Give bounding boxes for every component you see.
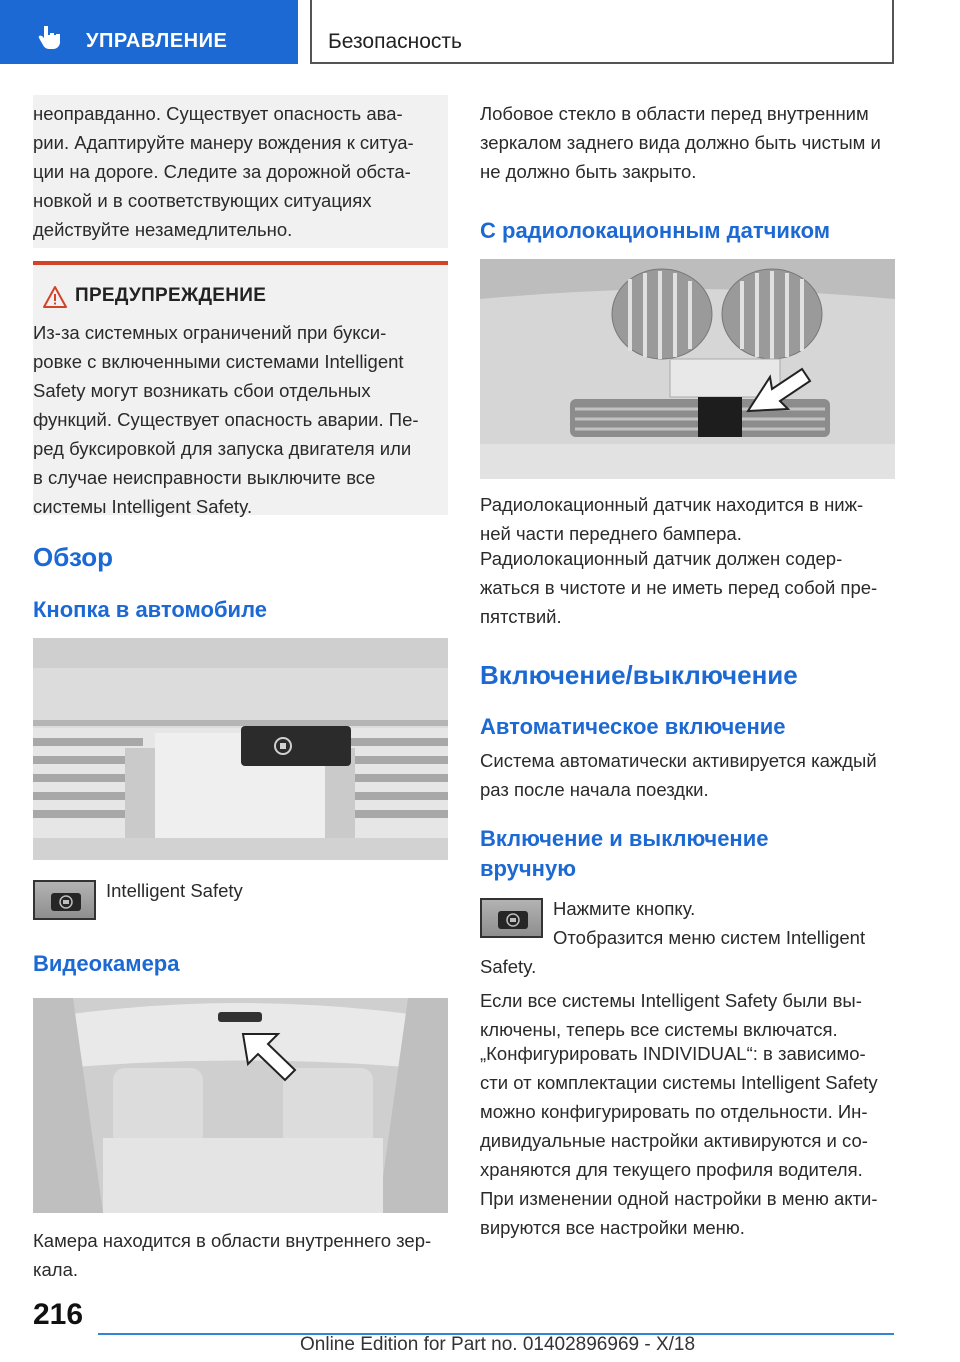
section-header [310, 0, 894, 64]
footer-edition: Online Edition for Part no. 01402896969 - X/18 [300, 1334, 696, 1355]
text-line: ред буксировкой для запуска двигателя или [33, 438, 412, 459]
radar-sensor-photo [480, 259, 895, 479]
text-line: пятствий. [480, 606, 562, 627]
auto-text [480, 746, 900, 804]
radar-text-2 [480, 544, 900, 631]
windshield-text [480, 99, 900, 186]
manual-menu-text-2: Safety. [480, 956, 537, 977]
text-line: При изменении одной настройки в меню акти- [480, 1188, 878, 1209]
text-line: Safety могут возникать сбои отдельных [33, 380, 371, 401]
chapter-title: УПРАВЛЕНИЕ [86, 30, 228, 52]
manual-heading [480, 824, 768, 884]
text-line: не должно быть закрыто. [480, 161, 697, 182]
camera-interior-photo [33, 998, 448, 1213]
text-line: системы Intelligent Safety. [33, 496, 253, 517]
text-line: раз после начала поездки. [480, 779, 709, 800]
car-shield-icon [505, 913, 521, 927]
hand-pointer-icon [38, 24, 64, 50]
warning-bar [33, 261, 448, 265]
text-line: храняются для текущего профиля водителя. [480, 1159, 863, 1180]
text-line: жаться в чистоте и не иметь перед собой пре- [480, 577, 878, 598]
intro-text [33, 99, 453, 244]
intelligent-safety-button-icon-2 [480, 898, 543, 938]
manual-press-text: Нажмите кнопку. [553, 898, 696, 919]
text-line: ции на дороге. Следите за дорожной обста- [33, 161, 411, 182]
manual-menu-text-1: Отобразится меню систем Intelligent [553, 927, 866, 948]
dashboard-button-photo [33, 638, 448, 860]
warning-text [33, 318, 453, 521]
all-off-text [480, 986, 900, 1044]
config-text [480, 1039, 900, 1242]
chapter-tab[interactable] [0, 0, 298, 64]
text-line: функций. Существует опасность аварии. Пе- [33, 409, 419, 430]
text-line: вируются все настройки меню. [480, 1217, 745, 1238]
car-shield-icon [58, 895, 74, 909]
warning-title: ПРЕДУПРЕЖДЕНИЕ [75, 285, 267, 306]
text-line: сти от комплектации системы Intelligent Safety [480, 1072, 878, 1093]
onoff-heading: Включение/выключение [480, 660, 798, 690]
heading-line: вручную [480, 856, 576, 881]
text-line: зеркалом заднего вида должно быть чистым и [480, 132, 881, 153]
text-line: Радиолокационный датчик находится в ниж- [480, 494, 864, 515]
button-caption: Intelligent Safety [106, 880, 243, 901]
heading-line: Включение и выключение [480, 826, 769, 851]
camera-text [33, 1226, 453, 1284]
text-line: кала. [33, 1259, 79, 1280]
text-line: можно конфигурировать по отдельности. Ин- [480, 1101, 868, 1122]
auto-heading: Автоматическое включение [480, 714, 786, 739]
text-line: ключены, теперь все системы включатся. [480, 1019, 838, 1040]
section-title: Безопасность [328, 30, 462, 53]
text-line: ней части переднего бампера. [480, 523, 742, 544]
text-line: Если все системы Intelligent Safety были вы- [480, 990, 862, 1011]
text-line: ровке с включенными системами Intelligent [33, 351, 404, 372]
text-line: действуйте незамедлительно. [33, 219, 293, 240]
intelligent-safety-button-icon [33, 880, 96, 920]
text-line: Радиолокационный датчик должен содер- [480, 548, 843, 569]
camera-heading: Видеокамера [33, 951, 180, 976]
text-line: в случае неисправности выключите все [33, 467, 376, 488]
text-line: дивидуальные настройки активируются и со- [480, 1130, 868, 1151]
overview-heading: Обзор [33, 542, 113, 572]
text-line: Камера находится в области внутреннего зер- [33, 1230, 432, 1251]
text-line: Система автоматически активируется каждый [480, 750, 877, 771]
radar-text-1 [480, 490, 900, 548]
radar-heading: С радиолокационным датчиком [480, 218, 831, 243]
text-line: „Конфигурировать INDIVIDUAL“: в зависимо- [480, 1043, 866, 1064]
text-line: Из-за системных ограничений при букси- [33, 322, 387, 343]
text-line: неоправданно. Существует опасность ава- [33, 103, 403, 124]
page-number: 216 [33, 1298, 84, 1331]
text-line: новкой и в соответствующих ситуациях [33, 190, 372, 211]
button-heading: Кнопка в автомобиле [33, 597, 267, 622]
text-line: Лобовое стекло в области перед внутренним [480, 103, 869, 124]
text-line: рии. Адаптируйте манеру вождения к ситуа- [33, 132, 414, 153]
warning-triangle-icon [43, 286, 67, 308]
